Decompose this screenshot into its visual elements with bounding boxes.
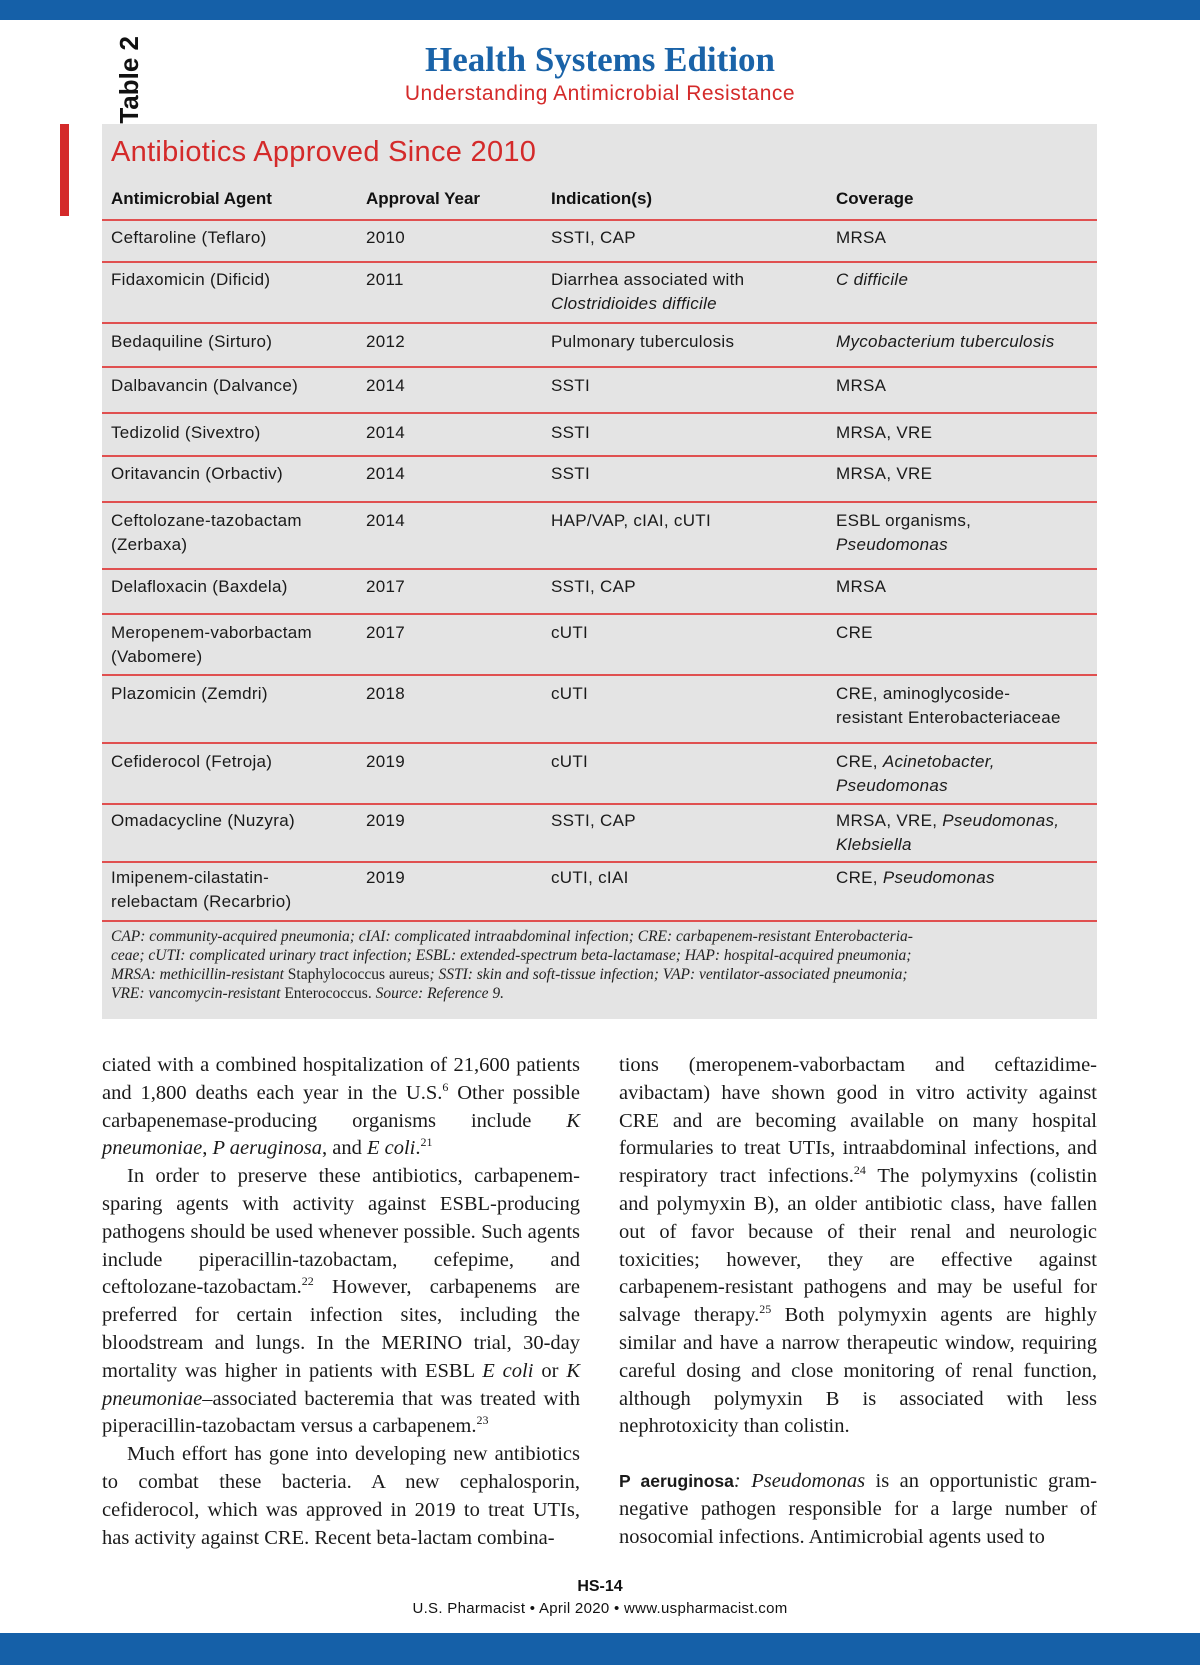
section-subhead: P aeruginosa: [619, 1471, 734, 1492]
col-header-indication: Indication(s): [551, 189, 653, 208]
cell-indication: SSTI, CAP: [551, 228, 636, 247]
cell-year: 2014: [366, 511, 406, 530]
cell-indication: SSTI, CAP: [551, 577, 636, 596]
table-row: [102, 322, 1097, 366]
cell-indication: cUTI: [551, 684, 589, 703]
paragraph: Much effort has gone into developing new antibiotics to combat these bacteria. A new cephalosporin, cefiderocol, which was approved in 2019 to treat UTIs, has activity against CRE. Recent beta-lactam combina-: [102, 1443, 580, 1549]
cell-indication: SSTI, CAP: [551, 811, 636, 830]
masthead-subtitle: Understanding Antimicrobial Resistance: [404, 82, 796, 105]
paragraph: In order to preserve these antibiotics, carbapenem-sparing agents with activity against ESBL-producing pathogens should be used whenever possible. Such agents include piperacillin-tazobactam, cefepime, and ceftolozane-tazobactam.$^{22}$ However, carbapenems are preferred for certain infection sites, including the bloodstream and lungs. In the MERINO trial, 30-day mortality was higher in patients with ESBL E coli or K pneumoniae–associated bacteremia that was treated with piperacillin-tazobactam versus a carbapenem.$^{23}$: [102, 1165, 580, 1438]
cell-coverage: Mycobacterium tuberculosis: [836, 332, 1055, 351]
cell-year: 2019: [366, 868, 406, 887]
cell-coverage: CRE: [836, 623, 873, 642]
cell-coverage: MRSA, VRE, Pseudomonas, Klebsiella: [836, 811, 1060, 854]
cell-indication: Pulmonary tuberculosis: [551, 332, 735, 351]
table-row: [102, 261, 1097, 322]
cell-coverage: MRSA: [836, 577, 887, 596]
cell-agent: Bedaquiline (Sirturo): [111, 332, 273, 351]
cell-year: 2011: [366, 270, 404, 289]
cell-coverage: CRE, aminoglycoside- resistant Enterobacteriaceae: [836, 684, 1061, 727]
cell-agent: Oritavancin (Orbactiv): [111, 464, 283, 483]
cell-agent: Ceftolozane-tazobactam (Zerbaxa): [111, 511, 302, 554]
cell-indication: HAP/VAP, cIAI, cUTI: [551, 511, 712, 530]
cell-year: 2014: [366, 376, 406, 395]
cell-year: 2017: [366, 577, 406, 596]
cell-agent: Tedizolid (Sivextro): [111, 423, 261, 442]
cell-coverage: ESBL organisms, Pseudomonas: [836, 511, 972, 554]
table-row: [102, 412, 1097, 455]
cell-coverage: MRSA, VRE: [836, 464, 933, 483]
cell-coverage: CRE, Acinetobacter, Pseudomonas: [836, 752, 995, 795]
cell-coverage: MRSA: [836, 228, 887, 247]
table-row: [102, 861, 1097, 923]
cell-indication: SSTI: [551, 376, 590, 395]
cell-indication: SSTI: [551, 423, 590, 442]
cell-agent: Plazomicin (Zemdri): [111, 684, 268, 703]
cell-year: 2019: [366, 811, 406, 830]
table-row: [102, 742, 1097, 803]
table-tag-label: Table 2: [114, 36, 144, 124]
bottom-color-bar: [0, 1633, 1200, 1665]
table-footnote: CAP: community-acquired pneumonia; cIAI: complicated intraabdominal infection; CRE: carbapenem-resistant Enterobacteria- ceae; cUTI: complicated urinary tract infection; ESBL: extended-spectrum beta-lactamase; HAP: hospital-acquired pneumonia; MRSA: methicillin-resistant Staphylococcus aureus; SSTI: skin and soft-tissue infection; VAP: ventilator-associated pneumonia; VRE: vancomycin-resistant Enterococcus. Source: Reference 9.: [111, 928, 913, 1002]
cell-agent: Omadacycline (Nuzyra): [111, 811, 295, 830]
cell-year: 2017: [366, 623, 406, 642]
paragraph: P aeruginosa: Pseudomonas is an opportunistic gram-negative pathogen responsible for a large number of nosocomial infections. Antimicrobial agents used to: [619, 1470, 1098, 1548]
table-bottom-rule: [102, 920, 1097, 922]
cell-coverage: MRSA: [836, 376, 887, 395]
article-column-right: [619, 1052, 1097, 1552]
table-row: [102, 366, 1097, 412]
table-tag-marker: [60, 124, 69, 216]
top-color-bar: [0, 0, 1200, 20]
cell-agent: Fidaxomicin (Dificid): [111, 270, 271, 289]
article-column-left: [102, 1052, 580, 1552]
cell-agent: Meropenem-vaborbactam (Vabomere): [111, 623, 312, 666]
cell-indication: cUTI, cIAI: [551, 868, 629, 887]
cell-indication: cUTI: [551, 623, 589, 642]
table-row: [102, 568, 1097, 613]
col-header-coverage: Coverage: [836, 189, 914, 208]
table-row: [102, 219, 1097, 261]
cell-agent: Ceftaroline (Teflaro): [111, 228, 267, 247]
cell-coverage: C difficile: [836, 270, 909, 289]
page-number: HS-14: [577, 1578, 623, 1595]
table-row: [102, 501, 1097, 568]
table-row: [102, 455, 1097, 501]
paragraph: ciated with a combined hospitalization of 21,600 patients and 1,800 deaths each year in the U.S.$^6$ Other possible carbapenemase-producing organisms include K pneumoniae, P aeruginosa, and E coli.$^{21}$: [102, 1054, 580, 1160]
cell-coverage: MRSA, VRE: [836, 423, 933, 442]
cell-agent: Delafloxacin (Baxdela): [111, 577, 288, 596]
table-title: Antibiotics Approved Since 2010: [111, 136, 537, 168]
cell-year: 2012: [366, 332, 406, 351]
cell-year: 2019: [366, 752, 406, 771]
table-row: [102, 803, 1097, 861]
cell-year: 2014: [366, 464, 406, 483]
cell-agent: Imipenem-cilastatin- relebactam (Recarbrio): [111, 868, 292, 911]
cell-year: 2010: [366, 228, 406, 247]
footer-credit: U.S. Pharmacist • April 2020 • www.uspharmacist.com: [412, 1600, 788, 1617]
cell-year: 2018: [366, 684, 406, 703]
col-header-agent: Antimicrobial Agent: [111, 189, 272, 208]
table-row: [102, 674, 1097, 742]
cell-coverage: CRE, Pseudomonas: [836, 868, 995, 887]
table-row: [102, 613, 1097, 674]
cell-indication: SSTI: [551, 464, 590, 483]
paragraph: tions (meropenem-vaborbactam and ceftazidime-avibactam) have shown good in vitro activity against CRE and are becoming available on many hospital formularies to treat UTIs, intraabdominal infections, and respiratory tract infections.$^{24}$ The polymyxins (colistin and polymyxin B), an older antibiotic class, have fallen out of favor because of their renal and neurologic toxicities; however, they are effective against carbapenem-resistant pathogens and may be useful for salvage therapy.$^{25}$ Both polymyxin agents are highly similar and have a narrow therapeutic window, requiring careful dosing and close monitoring of renal function, although polymyxin B is associated with less nephrotoxicity than colistin.: [619, 1054, 1097, 1438]
masthead-title: Health Systems Edition: [424, 40, 776, 79]
cell-indication: cUTI: [551, 752, 589, 771]
antibiotics-table: [102, 124, 1097, 1019]
cell-agent: Cefiderocol (Fetroja): [111, 752, 273, 771]
cell-year: 2014: [366, 423, 406, 442]
cell-agent: Dalbavancin (Dalvance): [111, 376, 299, 395]
cell-indication: Diarrhea associated with Clostridioides difficile: [551, 270, 745, 313]
col-header-year: Approval Year: [366, 189, 481, 208]
table-tag: [60, 36, 144, 216]
